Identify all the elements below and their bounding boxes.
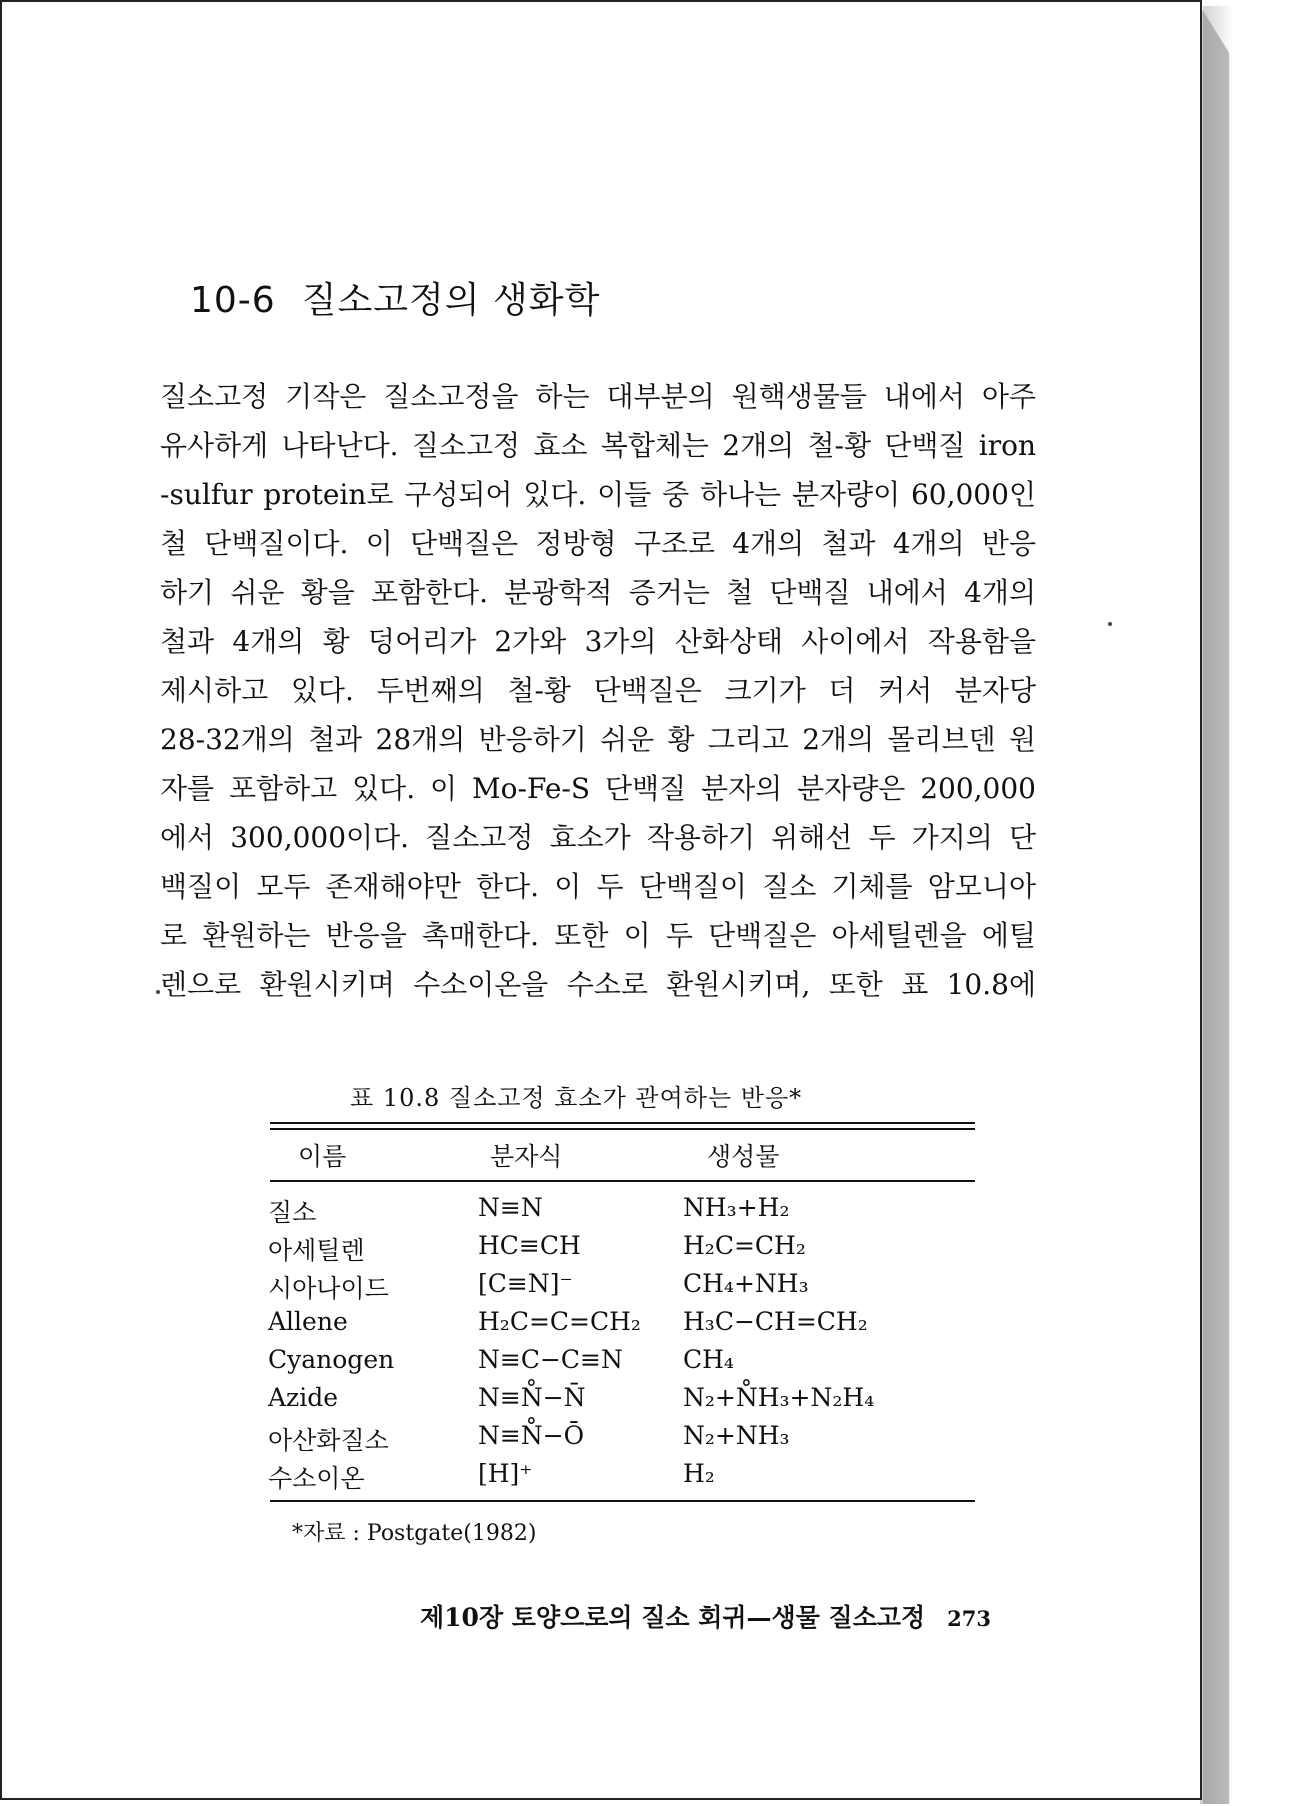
scan-speck xyxy=(156,990,160,994)
row-product: NH₃+H₂ xyxy=(683,1193,790,1222)
row-name: 아세틸렌 xyxy=(268,1236,365,1265)
row-formula: N≡N xyxy=(478,1193,543,1222)
body-line: 철과 4개의 황 덩어리가 2가와 3가의 산화상태 사이에서 작용함을 xyxy=(160,625,1036,658)
body-line: 유사하게 나타난다. 질소고정 효소 복합체는 2개의 철-황 단백질 iron xyxy=(160,429,1036,462)
body-line: 28-32개의 철과 28개의 반응하기 쉬운 황 그리고 2개의 몰리브덴 원 xyxy=(160,723,1036,756)
body-line: 철 단백질이다. 이 단백질은 정방형 구조로 4개의 철과 4개의 반응 xyxy=(160,527,1036,560)
row-product: CH₄+NH₃ xyxy=(683,1269,809,1298)
row-product: H₂ xyxy=(683,1459,715,1488)
table-row xyxy=(0,1459,1200,1497)
table-row xyxy=(0,1345,1200,1383)
body-line: 자를 포함하고 있다. 이 Mo-Fe-S 단백질 분자의 분자량은 200,000 xyxy=(160,772,1036,805)
body-line: 렌으로 환원시키며 수소이온을 수소로 환원시키며, 또한 표 10.8에 xyxy=(160,968,1036,1001)
section-title: 질소고정의 생화학 xyxy=(301,280,601,321)
table-header-name: 이름 xyxy=(298,1142,347,1171)
row-formula: HC≡CH xyxy=(478,1231,581,1260)
body-line: 로 환원하는 반응을 촉매한다. 또한 이 두 단백질은 아세틸렌을 에틸 xyxy=(160,919,1036,952)
table-header-formula: 분자식 xyxy=(490,1142,563,1171)
row-formula: N≡N̊−N̄ xyxy=(478,1383,586,1412)
row-product: H₃C−CH=CH₂ xyxy=(683,1307,868,1336)
body-paragraph xyxy=(160,372,1036,1009)
row-name: Azide xyxy=(268,1383,339,1412)
table-footnote: *자료 : Postgate(1982) xyxy=(292,1521,537,1546)
row-name: Cyanogen xyxy=(268,1345,395,1374)
page-number: 273 xyxy=(947,1606,991,1631)
footer-chapter: 제10장 토양으로의 질소 회귀—생물 질소고정 xyxy=(420,1603,926,1632)
row-name: Allene xyxy=(268,1307,348,1336)
row-product: CH₄ xyxy=(683,1345,734,1374)
row-formula: [H]⁺ xyxy=(478,1459,533,1488)
table-row xyxy=(0,1269,1200,1307)
body-line: -sulfur protein로 구성되어 있다. 이들 중 하나는 분자량이 60,000인 xyxy=(160,478,1036,511)
table-top-rule xyxy=(270,1122,975,1130)
section-number: 10-6 xyxy=(190,280,276,321)
row-formula: H₂C=C=CH₂ xyxy=(478,1307,641,1336)
row-name: 아산화질소 xyxy=(268,1426,389,1455)
row-formula: N≡N̊−Ō xyxy=(478,1421,585,1450)
row-name: 수소이온 xyxy=(268,1464,365,1493)
table-caption: 표 10.8 질소고정 효소가 관여하는 반응* xyxy=(350,1084,803,1112)
body-line: 백질이 모두 존재해야만 한다. 이 두 단백질이 질소 기체를 암모니아 xyxy=(160,870,1036,903)
table-header-product: 생성물 xyxy=(707,1142,780,1171)
table-row xyxy=(0,1193,1200,1231)
row-formula: N≡C−C≡N xyxy=(478,1345,623,1374)
body-line: 에서 300,000이다. 질소고정 효소가 작용하기 위해선 두 가지의 단 xyxy=(160,821,1036,854)
table-bottom-rule xyxy=(270,1500,975,1502)
table-row xyxy=(0,1383,1200,1421)
body-line: 질소고정 기작은 질소고정을 하는 대부분의 원핵생물들 내에서 아주 xyxy=(160,380,1036,413)
body-line: 하기 쉬운 황을 포함한다. 분광학적 증거는 철 단백질 내에서 4개의 xyxy=(160,576,1036,609)
section-heading xyxy=(190,272,600,323)
table-row xyxy=(0,1421,1200,1459)
row-formula: [C≡N]⁻ xyxy=(478,1269,573,1298)
page-shadow xyxy=(1203,6,1233,1804)
row-name: 시아나이드 xyxy=(268,1274,389,1303)
table-header-rule xyxy=(270,1180,975,1182)
row-product: H₂C=CH₂ xyxy=(683,1231,806,1260)
scan-speck xyxy=(1108,622,1112,626)
row-product: N₂+NH₃ xyxy=(683,1421,790,1450)
table-row xyxy=(0,1231,1200,1269)
table-row xyxy=(0,1307,1200,1345)
row-product: N₂+N̊H₃+N₂H₄ xyxy=(683,1383,875,1412)
row-name: 질소 xyxy=(268,1198,317,1227)
running-footer xyxy=(420,1598,991,1634)
body-line: 제시하고 있다. 두번째의 철-황 단백질은 크기가 더 커서 분자당 xyxy=(160,674,1036,707)
